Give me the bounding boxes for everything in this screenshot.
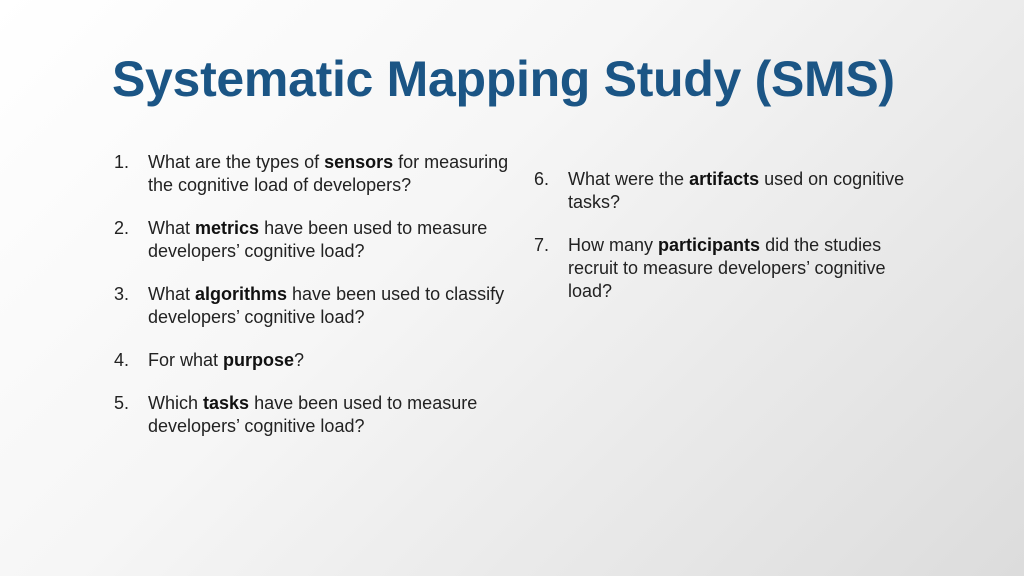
question-list-right	[534, 168, 914, 323]
question-text-before: Which	[148, 393, 204, 413]
question-text-after: have been used to classify developers’ cognitive load?	[148, 284, 505, 327]
question-keyword: algorithms	[195, 284, 288, 304]
question-item	[114, 349, 514, 372]
question-number: 6.	[534, 169, 550, 189]
question-text-after: did the studies recruit to measure developers’ cognitive load?	[568, 235, 886, 301]
question-text	[148, 350, 304, 370]
question-text-after: have been used to measure developers’ cognitive load?	[148, 393, 478, 436]
question-text-after: used on cognitive tasks?	[568, 169, 905, 212]
question-item	[114, 151, 514, 197]
question-text-before: What	[148, 284, 196, 304]
slide-title: Systematic Mapping Study (SMS)	[112, 51, 895, 107]
question-list-left	[114, 151, 514, 458]
question-number: 7.	[534, 235, 550, 255]
question-keyword: artifacts	[689, 169, 760, 189]
question-text	[148, 218, 487, 261]
question-text	[568, 169, 904, 212]
question-item	[534, 168, 914, 214]
question-text-before: What are the types of	[148, 152, 325, 172]
question-text-before: What	[148, 218, 196, 238]
question-text	[148, 152, 508, 195]
question-keyword: purpose	[223, 350, 295, 370]
question-text	[148, 284, 504, 327]
question-keyword: tasks	[203, 393, 250, 413]
question-text-after: have been used to measure developers’ cognitive load?	[148, 218, 488, 261]
question-item	[534, 234, 914, 303]
question-item	[114, 217, 514, 263]
question-text-before: What were the	[568, 169, 690, 189]
question-number: 1.	[114, 152, 130, 172]
question-number: 4.	[114, 350, 130, 370]
question-item	[114, 392, 514, 438]
question-text-after: for measuring the cognitive load of developers?	[148, 152, 509, 195]
question-text	[568, 235, 886, 301]
question-number: 3.	[114, 284, 130, 304]
question-keyword: metrics	[195, 218, 260, 238]
question-keyword: participants	[658, 235, 761, 255]
question-number: 5.	[114, 393, 130, 413]
question-number: 2.	[114, 218, 130, 238]
question-keyword: sensors	[324, 152, 394, 172]
question-text-after: ?	[294, 350, 305, 370]
question-item	[114, 283, 514, 329]
question-text	[148, 393, 477, 436]
question-text-before: How many	[568, 235, 659, 255]
question-text-before: For what	[148, 350, 224, 370]
